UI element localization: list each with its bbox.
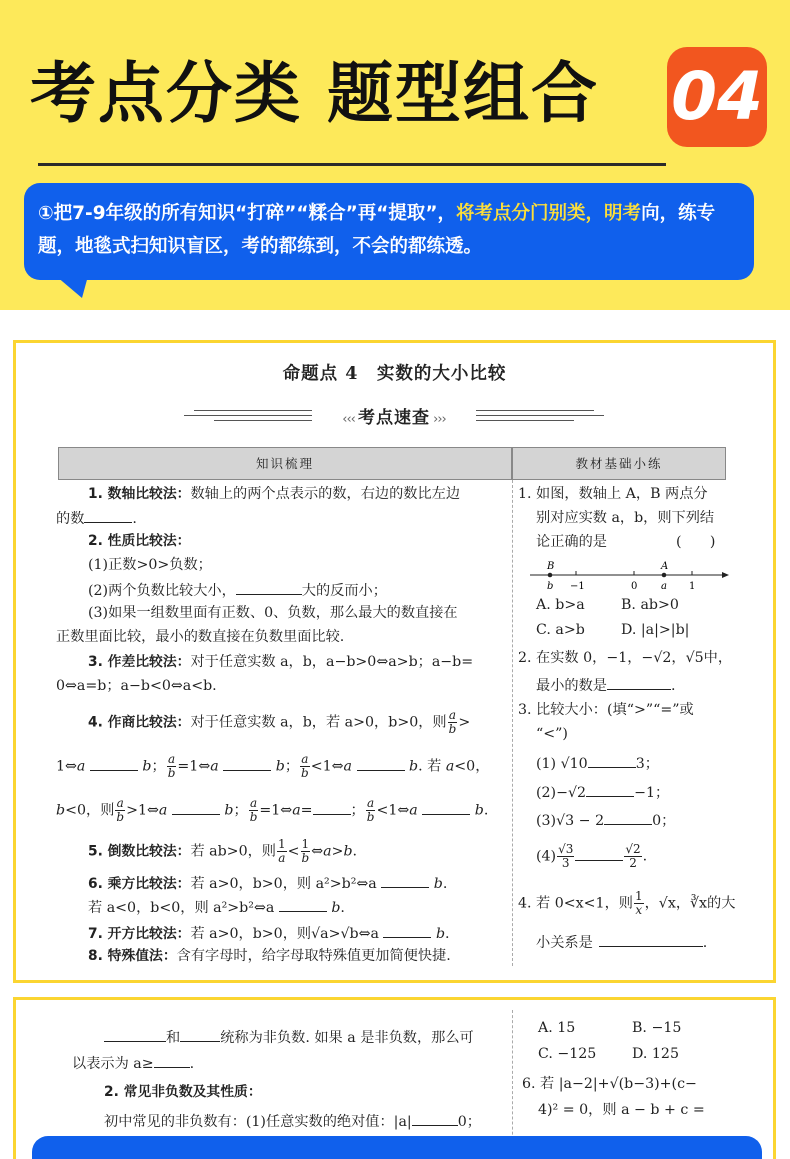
bottom-bubble [32,1136,762,1159]
bubble-text [38,197,742,263]
bubble-text-prefix: ①把7-9年级的所有知识“打碎”“糅合”再“提取”， [38,203,457,224]
label-a: a [661,581,667,592]
answer-blank[interactable] [586,781,634,797]
option-d[interactable]: D. |a|>|b| [621,622,690,638]
knowledge-item: 8. 特殊值法：含有字母时，给字母取特殊值更加简便快捷. [88,948,451,964]
banner-rule [476,415,604,416]
compare-item: (1) √10 3； [536,752,659,774]
practice-question-cont: 最小的数是 . [536,674,675,696]
label-one: 1 [689,581,696,592]
practice-question-cont: 论正确的是 [536,534,607,550]
speech-bubble [24,183,754,280]
knowledge-item: 4. 作商比较法：对于任意实数 a，b，若 a>0，b>0，则 $\frac{a}{b}$ > [88,708,471,736]
answer-blank[interactable] [599,931,703,947]
banner-rule [214,420,312,421]
option-b[interactable]: B. −15 [632,1020,682,1036]
answer-blank[interactable] [223,755,271,771]
practice-question: 2. 在实数 0，−1，−√2，√5中， [518,650,733,666]
answer-blank[interactable] [357,755,405,771]
knowledge-subitem: (1)正数>0>负数； [88,557,212,573]
knowledge-item: 2. 常见非负数及其性质： [104,1084,262,1100]
label-A: A [661,561,669,572]
fraction: $\frac{a}{b}$ [249,796,258,824]
bubble-text-highlight: 将考点分门别类，明考 [456,203,642,224]
knowledge-item-cont: 若 a<0，b<0，则 a²>b²⇔a b. [88,896,345,918]
fraction: $\frac{a}{b}$ [167,752,176,780]
fraction: $\frac{√3}{3}$ [558,842,574,870]
section-banner [184,401,604,431]
practice-question-cont: 小关系是 . [536,931,707,953]
knowledge-subitem: (2)两个负数比较大小， 大的反而小； [88,579,387,601]
option-a[interactable]: A. b>a [536,597,585,613]
bubble-tail [56,276,88,298]
label-b: b [547,581,554,592]
title-underline [38,163,666,166]
compare-item: (2)−√2 −1； [536,781,669,803]
label-zero: 0 [631,581,638,592]
compare-item: (4) $\frac{√3}{3}$ $\frac{√2}{2}$ . [536,842,648,870]
answer-blank[interactable] [604,809,652,825]
compare-item: (3)√3 − 2 0； [536,809,675,831]
point-b [548,573,553,578]
column-header-practice: 教材基础小练 [512,447,726,480]
knowledge-item-cont: 初中常见的非负数有：(1)任意实数的绝对值：|a| 0； [104,1110,481,1132]
answer-blank[interactable] [154,1052,190,1068]
column-header-knowledge: 知识梳理 [58,447,512,480]
answer-blank[interactable] [90,755,138,771]
answer-blank[interactable] [575,845,623,861]
answer-blank[interactable] [172,799,220,815]
answer-blank[interactable] [180,1026,220,1042]
option-c[interactable]: C. −125 [538,1046,597,1062]
fraction: $\frac{a}{b}$ [301,752,309,780]
knowledge-item-cont: 0⇔a=b；a−b<0⇔a<b. [56,678,217,694]
practice-question: 3. 比较大小：(填“>”“=”或 [518,702,694,718]
answer-blank[interactable] [313,799,351,815]
chapter-number: 04 [671,58,763,135]
knowledge-subitem-cont: 正数里面比较，最小的数直接在负数里面比较. [56,629,345,645]
knowledge-item-cont: 以表示为 a≥ . [72,1052,194,1074]
answer-blank[interactable] [412,1110,458,1126]
knowledge-item: 2. 性质比较法： [88,533,191,549]
banner-text: 考点速查 [358,408,430,428]
fraction: $\frac{1}{x}$ [634,889,643,917]
chevron-right-icon: ››› [430,412,446,427]
knowledge-item-cont: 1⇔a b； $\frac{a}{b}$ =1⇔a b； $\frac{a}{b}$ <1⇔a b. 若 a<0， [56,752,490,780]
knowledge-item: 6. 乘方比较法：若 a>0，b>0，则 a²>b²⇔a b. [88,872,447,894]
banner-rule [476,410,594,411]
practice-question: 1. 如图，数轴上 A，B 两点分 [518,486,708,502]
knowledge-item-cont: 的数 . [56,507,137,529]
answer-blank[interactable] [104,1026,166,1042]
bubble-text-suffix: 向，练专题，地毯式扫知识盲区，考的都练到，不会的都练透。 [38,203,716,257]
label-neg1: −1 [570,581,585,592]
column-divider [512,480,513,966]
section-title: 命题点 4 实数的大小比较 [282,364,507,384]
knowledge-item: 3. 作差比较法：对于任意实数 a，b，a−b>0⇔a>b；a−b= [88,654,474,670]
answer-blank[interactable] [588,752,636,768]
knowledge-item: 1. 数轴比较法：数轴上的两个点表示的数，右边的数比左边 [88,486,461,502]
answer-blank[interactable] [381,872,429,888]
knowledge-item: 5. 倒数比较法：若 ab>0，则 $\frac{1}{a}$ < $\frac{1}{b}$ ⇔a>b. [88,837,358,865]
fraction: $\frac{a}{b}$ [116,796,125,824]
answer-blank[interactable] [383,922,431,938]
fraction: $\frac{√2}{2}$ [625,842,641,870]
label-B: B [547,561,555,572]
poster-header [0,0,790,312]
answer-blank[interactable] [422,799,470,815]
answer-blank[interactable] [607,674,671,690]
knowledge-item-cont: 和 统称为非负数. 如果 a 是非负数，那么可 [104,1026,474,1048]
answer-paren[interactable]: ( ) [676,534,716,550]
practice-question-cont: 4)² = 0，则 a − b + c = [538,1102,705,1118]
option-c[interactable]: C. a>b [536,622,585,638]
answer-blank[interactable] [84,507,132,523]
point-a [662,573,667,578]
worksheet-card [13,340,776,983]
axis-arrow-icon [722,572,729,578]
fraction: $\frac{1}{b}$ [301,837,310,865]
answer-blank[interactable] [236,579,302,595]
fraction: $\frac{1}{a}$ [277,837,286,865]
knowledge-subitem: (3)如果一组数里面有正数、0、负数，那么最大的数直接在 [88,605,458,621]
chapter-badge [667,47,767,147]
main-title: 考点分类 题型组合 [30,55,599,132]
practice-question: 4. 若 0<x<1，则 $\frac{1}{x}$ ，√x，∛x的大 [518,889,736,917]
option-b[interactable]: B. ab>0 [621,597,679,613]
option-a[interactable]: A. 15 [538,1020,576,1036]
chevron-left-icon: ‹‹‹ [342,412,358,427]
banner-rule [476,420,574,421]
banner-rule [184,415,312,416]
banner-rule [194,410,312,411]
knowledge-item: 7. 开方比较法：若 a>0，b>0，则√a>√b⇔a b. [88,922,450,944]
banner-label [304,403,484,428]
knowledge-item-cont: b<0，则 $\frac{a}{b}$ >1⇔a b； $\frac{a}{b}$ =1⇔a= ； $\frac{a}{b}$ <1⇔a b. [56,796,489,824]
answer-blank[interactable] [279,896,327,912]
option-d[interactable]: D. 125 [632,1046,679,1062]
fraction: $\frac{a}{b}$ [448,708,457,736]
practice-question-cont: “<”) [536,726,568,742]
fraction: $\frac{a}{b}$ [366,796,375,824]
practice-question-cont: 别对应实数 a，b，则下列结 [536,510,715,526]
practice-question: 6. 若 |a−2|+√(b−3)+(c− [522,1076,697,1092]
worksheet-card-2 [13,997,776,1159]
